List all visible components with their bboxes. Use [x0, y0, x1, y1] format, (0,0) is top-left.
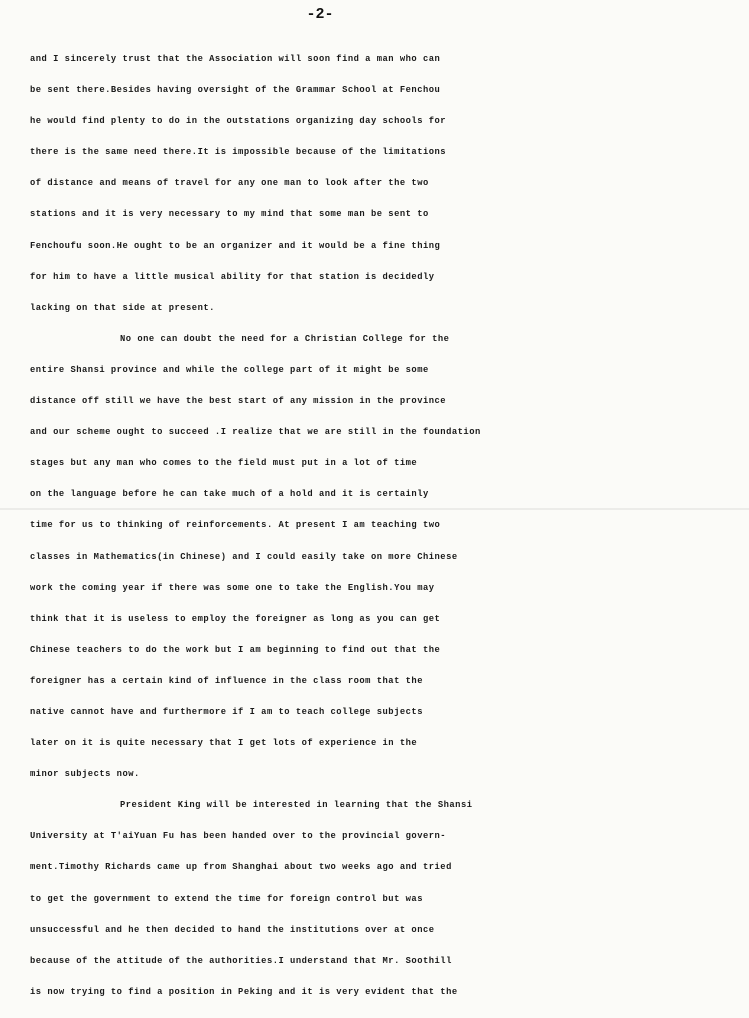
page-number: -2- — [306, 6, 334, 23]
text-line: native cannot have and furthermore if I am to teach college subjects — [30, 706, 423, 717]
text-line: think that it is useless to employ the foreigner as long as you can get — [30, 613, 441, 624]
text-line: later on it is quite necessary that I get lots of experience in the — [30, 738, 418, 749]
text-line: Fenchoufu soon.He ought to be an organizer and it would be a fine thing — [30, 240, 441, 251]
text-line: on the language before he can take much of a hold and it is certainly — [30, 489, 429, 500]
text-line: because of the attitude of the authorities.I understand that Mr. Soothill — [30, 955, 452, 966]
text-line: minor subjects now. — [30, 769, 140, 780]
paragraph-start-line: No one can doubt the need for a Christian College for the — [120, 333, 450, 344]
text-line: stations and it is very necessary to my mind that some man be sent to — [30, 209, 429, 220]
text-line: classes in Mathematics(in Chinese) and I could easily take on more Chinese — [30, 551, 458, 562]
text-line: entire Shansi province and while the college part of it might be some — [30, 364, 429, 375]
text-line: Chinese teachers to do the work but I am beginning to find out that the — [30, 644, 441, 655]
text-line: and I sincerely trust that the Association will soon find a man who can — [30, 54, 441, 64]
text-line: and our scheme ought to succeed .I realize that we are still in the foundation — [30, 427, 481, 438]
text-line: foreigner has a certain kind of influence in the class room that the — [30, 675, 423, 686]
text-line: lacking on that side at present. — [30, 302, 215, 313]
text-line: to get the government to extend the time for foreign control but was — [30, 893, 423, 904]
text-line: stages but any man who comes to the field must put in a lot of time — [30, 458, 418, 469]
text-line: be sent there.Besides having oversight of the Grammar School at Fenchou — [30, 85, 441, 96]
text-line: ment.Timothy Richards came up from Shanghai about two weeks ago and tried — [30, 862, 452, 873]
text-line: of distance and means of travel for any one man to look after the two — [30, 178, 429, 189]
paragraph-start-line: President King will be interested in learning that the Shansi — [120, 800, 473, 811]
text-line: for him to have a little musical ability for that station is decidedly — [30, 271, 435, 282]
text-line: work the coming year if there was some one to take the English.You may — [30, 582, 435, 593]
letter-body — [30, 44, 749, 1008]
text-line: there is the same need there.It is impossible because of the limitations — [30, 147, 447, 158]
text-line: time for us to thinking of reinforcements. At present I am teaching two — [30, 520, 441, 531]
text-line: University at T'aiYuan Fu has been handed over to the provincial govern- — [30, 831, 447, 842]
text-line: he would find plenty to do in the outstations organizing day schools for — [30, 116, 447, 127]
text-line: unsuccessful and he then decided to hand the institutions over at once — [30, 924, 435, 935]
text-line: distance off still we have the best start of any mission in the province — [30, 396, 447, 407]
text-line: is now trying to find a position in Peking and it is very evident that the — [30, 986, 458, 997]
